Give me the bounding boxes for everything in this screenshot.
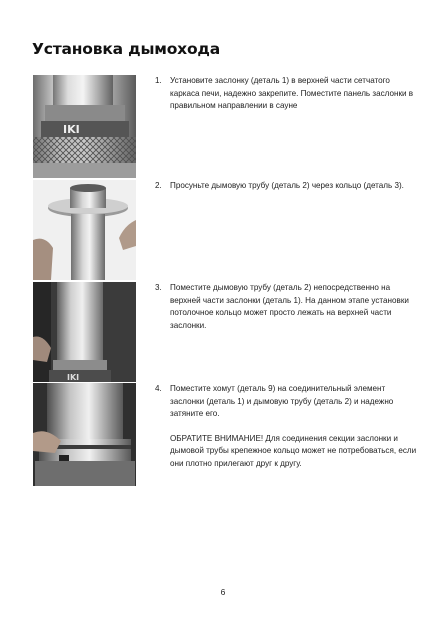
step-number: 2. (155, 181, 162, 190)
iki-logo-mark (67, 373, 79, 382)
page-title: Установка дымохода (32, 40, 221, 58)
step-1 (155, 75, 417, 113)
page-number: 6 (220, 587, 226, 597)
svg-text:IKI: IKI (63, 123, 80, 136)
step-text: Установите заслонку (деталь 1) в верхней части сетчатого каркаса печи, надежно закрепите. Поместите панель заслонки в правильном направлении в сауне (170, 76, 414, 111)
step-2 (155, 180, 417, 193)
step-text: Поместите хомут (деталь 9) на соединительный элемент заслонки (деталь 1) и дымовую трубу (деталь 2) и надежно затяните его. (170, 384, 394, 419)
attention-note: ОБРАТИТЕ ВНИМАНИЕ! Для соединения секции заслонки и дымовой трубы крепежное кольцо может не потребоваться, если они плотно прилегают друг к другу. (170, 433, 417, 468)
photo-pipe-through-ring (33, 180, 136, 280)
svg-text:IKI: IKI (67, 373, 80, 382)
step-number: 3. (155, 283, 162, 292)
photo-clamp-connection (33, 383, 136, 486)
step-text: Поместите дымовую трубу (деталь 2) непосредственно на верхней части заслонки (деталь 1). На данном этапе установки потолочное кольцо может просто лежать на верхней части заслонки. (170, 283, 409, 330)
step-3 (155, 282, 417, 332)
step-text: Просуньте дымовую трубу (деталь 2) через кольцо (деталь 3). (170, 181, 404, 190)
step-number: 4. (155, 384, 162, 393)
photo-damper-installation (33, 75, 136, 178)
iki-logo-mark (63, 123, 80, 136)
step-4 (155, 383, 417, 471)
photo-pipe-on-damper (33, 282, 136, 382)
step-number: 1. (155, 76, 162, 85)
